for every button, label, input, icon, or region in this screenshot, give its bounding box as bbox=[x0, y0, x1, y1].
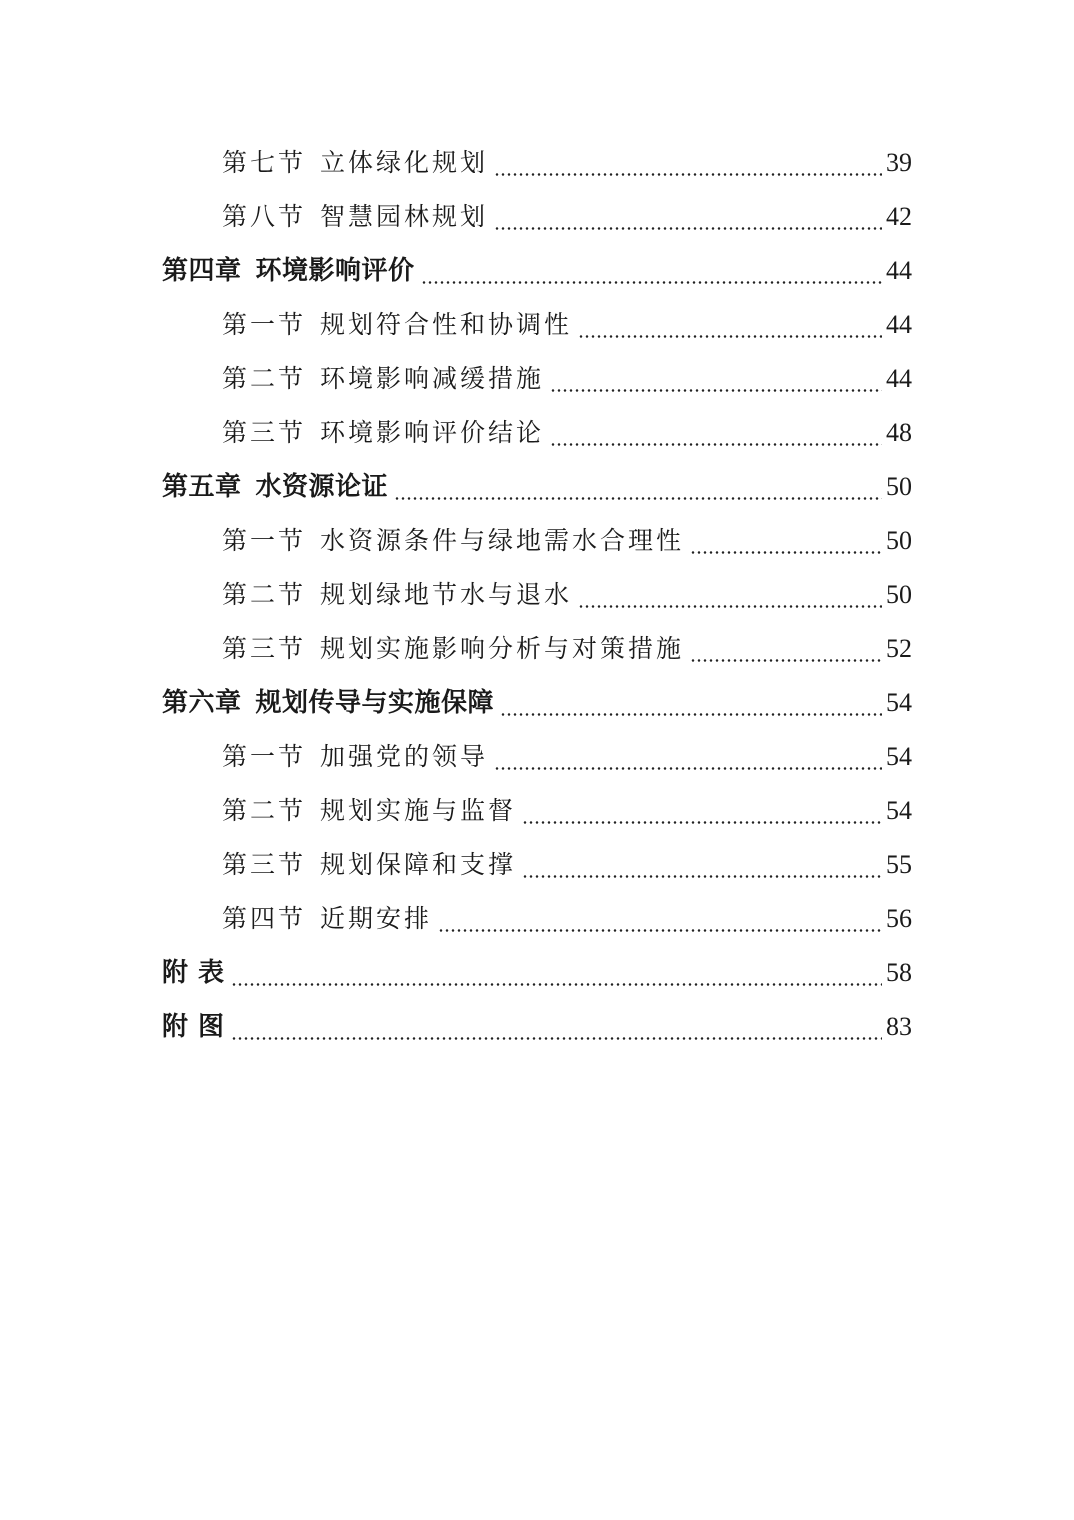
toc-leader-dots bbox=[231, 953, 882, 993]
toc-entry-number: 第六章 bbox=[162, 688, 242, 718]
toc-entry-title: 智慧园林规划 bbox=[320, 202, 489, 231]
toc-entry-title: 水资源论证 bbox=[255, 472, 389, 502]
toc-entry-label bbox=[162, 953, 225, 993]
toc-leader-dots bbox=[494, 197, 882, 237]
toc-entry-number: 第二节 bbox=[222, 580, 307, 609]
toc-leader-dots bbox=[494, 737, 882, 777]
toc-leader-dots bbox=[550, 413, 882, 453]
toc-entry-title: 环境影响评价结论 bbox=[320, 418, 545, 447]
toc-entry-label bbox=[222, 575, 572, 615]
toc-leader-dots bbox=[421, 251, 882, 291]
toc-leader-dots bbox=[690, 521, 882, 561]
toc-entry-title: 水资源条件与绿地需水合理性 bbox=[320, 526, 685, 555]
toc-entry-number: 第八节 bbox=[222, 202, 307, 231]
toc-entry-label bbox=[222, 359, 544, 399]
toc-entry[interactable] bbox=[222, 899, 912, 939]
toc-leader-dots bbox=[522, 845, 882, 885]
toc-entry-label bbox=[222, 791, 516, 831]
toc-page-number: 44 bbox=[886, 256, 912, 285]
toc-page-number: 48 bbox=[886, 418, 912, 447]
toc-entry-label bbox=[222, 143, 488, 183]
toc-entry-title: 规划实施与监督 bbox=[320, 796, 517, 825]
toc-entry-title: 规划符合性和协调性 bbox=[320, 310, 573, 339]
toc-page-number: 83 bbox=[886, 1012, 912, 1041]
toc-entry-title: 规划绿地节水与退水 bbox=[320, 580, 573, 609]
toc-appendix-entry[interactable] bbox=[162, 1007, 912, 1047]
toc-appendix-entry[interactable] bbox=[162, 953, 912, 993]
toc-entry-number: 第三节 bbox=[222, 418, 307, 447]
toc-entry-number: 第四章 bbox=[162, 256, 242, 286]
toc-leader-dots bbox=[578, 575, 882, 615]
toc-entry-number: 第三节 bbox=[222, 634, 307, 663]
toc-entry[interactable] bbox=[222, 575, 912, 615]
toc-leader-dots bbox=[500, 683, 882, 723]
toc-entry[interactable] bbox=[222, 197, 912, 237]
toc-entry[interactable] bbox=[222, 629, 912, 669]
toc-entry-number: 第一节 bbox=[222, 742, 307, 771]
toc-page-number: 55 bbox=[886, 850, 912, 879]
toc-page-number: 44 bbox=[886, 310, 912, 339]
toc-chapter-entry[interactable] bbox=[162, 251, 912, 291]
toc-entry-number: 第三节 bbox=[222, 850, 307, 879]
toc-entry-label bbox=[222, 305, 572, 345]
toc-leader-dots bbox=[438, 899, 882, 939]
toc-leader-dots bbox=[690, 629, 882, 669]
toc-entry-label bbox=[222, 845, 516, 885]
toc-entry-label bbox=[222, 197, 488, 237]
toc-entry[interactable] bbox=[222, 845, 912, 885]
toc-entry-label bbox=[162, 251, 415, 291]
toc-entry-label bbox=[222, 521, 684, 561]
toc-page-number: 56 bbox=[886, 904, 912, 933]
toc-page-number: 39 bbox=[886, 148, 912, 177]
toc-page-number: 52 bbox=[886, 634, 912, 663]
toc-entry-number: 第二节 bbox=[222, 364, 307, 393]
toc-page-number: 54 bbox=[886, 796, 912, 825]
toc-leader-dots bbox=[231, 1007, 882, 1047]
toc-leader-dots bbox=[550, 359, 882, 399]
toc-entry-title: 环境影响评价 bbox=[255, 256, 415, 286]
toc-chapter-entry[interactable] bbox=[162, 467, 912, 507]
toc-entry-label bbox=[162, 1007, 225, 1047]
toc-page-number: 42 bbox=[886, 202, 912, 231]
toc-entry[interactable] bbox=[222, 521, 912, 561]
toc-entry[interactable] bbox=[222, 305, 912, 345]
toc-entry-number: 第四节 bbox=[222, 904, 307, 933]
toc-entry-label bbox=[162, 683, 494, 723]
toc-entry-title: 环境影响减缓措施 bbox=[320, 364, 545, 393]
toc-page-number: 44 bbox=[886, 364, 912, 393]
toc-entry[interactable] bbox=[222, 143, 912, 183]
toc-entry-title: 加强党的领导 bbox=[320, 742, 489, 771]
toc-entry-number: 第一节 bbox=[222, 310, 307, 339]
toc-page-number: 58 bbox=[886, 958, 912, 987]
toc-page-number: 50 bbox=[886, 526, 912, 555]
toc-leader-dots bbox=[494, 143, 882, 183]
toc-leader-dots bbox=[394, 467, 882, 507]
toc-entry-number: 附 表 bbox=[162, 958, 225, 988]
toc-entry-label bbox=[222, 629, 684, 669]
toc-entry-title: 立体绿化规划 bbox=[320, 148, 489, 177]
toc-entry-title: 近期安排 bbox=[320, 904, 433, 933]
toc-leader-dots bbox=[522, 791, 882, 831]
toc-entry-title: 规划保障和支撑 bbox=[320, 850, 517, 879]
toc-entry-number: 第一节 bbox=[222, 526, 307, 555]
toc-entry[interactable] bbox=[222, 737, 912, 777]
toc-entry[interactable] bbox=[222, 413, 912, 453]
toc-entry-label bbox=[222, 899, 432, 939]
toc-entry-title: 规划传导与实施保障 bbox=[255, 688, 495, 718]
toc-entry-label bbox=[222, 737, 488, 777]
toc-entry-number: 第五章 bbox=[162, 472, 242, 502]
toc-entry-number: 第七节 bbox=[222, 148, 307, 177]
toc-page-number: 50 bbox=[886, 472, 912, 501]
toc-leader-dots bbox=[578, 305, 882, 345]
toc-page-number: 54 bbox=[886, 742, 912, 771]
toc-entry-label bbox=[162, 467, 388, 507]
toc-entry[interactable] bbox=[222, 791, 912, 831]
toc-entry[interactable] bbox=[222, 359, 912, 399]
toc-page-number: 54 bbox=[886, 688, 912, 717]
toc-entry-number: 第二节 bbox=[222, 796, 307, 825]
toc-entry-title: 规划实施影响分析与对策措施 bbox=[320, 634, 685, 663]
toc-entry-number: 附 图 bbox=[162, 1012, 225, 1042]
toc-entry-label bbox=[222, 413, 544, 453]
toc-chapter-entry[interactable] bbox=[162, 683, 912, 723]
toc-page-number: 50 bbox=[886, 580, 912, 609]
